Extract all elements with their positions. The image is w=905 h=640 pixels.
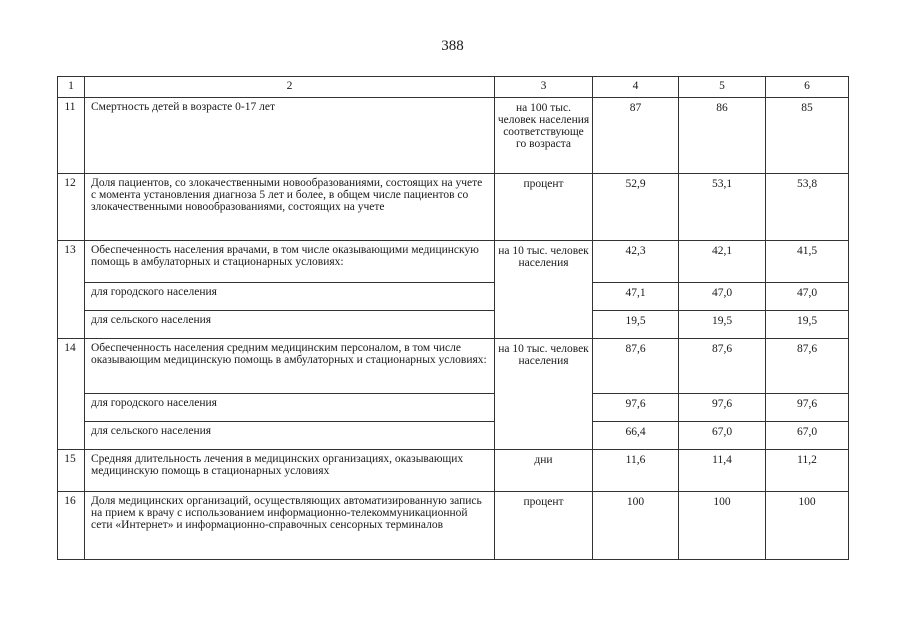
indicator-name: для сельского населения xyxy=(85,311,495,339)
value-col6: 97,6 xyxy=(766,394,849,422)
unit-cell: на 10 тыс. человек населения xyxy=(495,339,593,450)
header-cell: 1 xyxy=(58,77,85,98)
value-col6: 100 xyxy=(766,492,849,560)
table-row xyxy=(58,422,849,450)
value-col4: 100 xyxy=(593,492,679,560)
page-number: 388 xyxy=(441,38,464,54)
value-col6: 87,6 xyxy=(766,339,849,394)
indicator-name: Средняя длительность лечения в медицинских организациях, оказывающих медицинскую помощь в стационарных условиях xyxy=(85,450,495,492)
header-cell: 5 xyxy=(679,77,766,98)
value-col4: 66,4 xyxy=(593,422,679,450)
value-col5: 47,0 xyxy=(679,283,766,311)
header-cell: 2 xyxy=(85,77,495,98)
unit-cell: процент xyxy=(495,174,593,241)
table-row xyxy=(58,283,849,311)
table-row xyxy=(58,339,849,394)
value-col6: 53,8 xyxy=(766,174,849,241)
row-number: 14 xyxy=(58,339,85,450)
table-row xyxy=(58,450,849,492)
indicator-name: для сельского населения xyxy=(85,422,495,450)
indicator-name: Доля пациентов, со злокачественными новообразованиями, состоящих на учете с момента установления диагноза 5 лет и более, в общем числе пациентов со злокачественными новообразованиями, состоящих на учете xyxy=(85,174,495,241)
indicator-name: Смертность детей в возрасте 0-17 лет xyxy=(85,98,495,174)
value-col5: 11,4 xyxy=(679,450,766,492)
indicator-name: Обеспеченность населения врачами, в том числе оказывающими медицинскую помощь в амбулаторных и стационарных условиях: xyxy=(85,241,495,283)
indicator-name: Доля медицинских организаций, осуществляющих автоматизированную запись на прием к врачу с использованием информационно-телекоммуникационной сети «Интернет» и информационно-справочных сенсорных терминалов xyxy=(85,492,495,560)
unit-cell: на 10 тыс. человек населения xyxy=(495,241,593,339)
value-col4: 87 xyxy=(593,98,679,174)
value-col6: 11,2 xyxy=(766,450,849,492)
value-col6: 67,0 xyxy=(766,422,849,450)
table-row xyxy=(58,311,849,339)
value-col5: 19,5 xyxy=(679,311,766,339)
unit-cell: на 100 тыс. человек населения соответствующе го возраста xyxy=(495,98,593,174)
value-col4: 11,6 xyxy=(593,450,679,492)
table-row xyxy=(58,98,849,174)
row-number: 16 xyxy=(58,492,85,560)
indicator-name: для городского населения xyxy=(85,394,495,422)
table-row xyxy=(58,394,849,422)
value-col5: 86 xyxy=(679,98,766,174)
value-col4: 47,1 xyxy=(593,283,679,311)
indicators-table xyxy=(57,76,849,560)
value-col4: 19,5 xyxy=(593,311,679,339)
header-cell: 6 xyxy=(766,77,849,98)
value-col6: 19,5 xyxy=(766,311,849,339)
header-cell: 3 xyxy=(495,77,593,98)
row-number: 12 xyxy=(58,174,85,241)
table-header-row xyxy=(58,77,849,98)
unit-cell: дни xyxy=(495,450,593,492)
value-col5: 67,0 xyxy=(679,422,766,450)
value-col4: 52,9 xyxy=(593,174,679,241)
value-col5: 42,1 xyxy=(679,241,766,283)
indicator-name: для городского населения xyxy=(85,283,495,311)
row-number: 15 xyxy=(58,450,85,492)
table-row xyxy=(58,241,849,283)
value-col4: 97,6 xyxy=(593,394,679,422)
indicator-name: Обеспеченность населения средним медицинским персоналом, в том числе оказывающим медицинскую помощь в амбулаторных и стационарных условиях: xyxy=(85,339,495,394)
header-cell: 4 xyxy=(593,77,679,98)
table-row xyxy=(58,492,849,560)
value-col6: 47,0 xyxy=(766,283,849,311)
value-col5: 87,6 xyxy=(679,339,766,394)
unit-cell: процент xyxy=(495,492,593,560)
value-col5: 53,1 xyxy=(679,174,766,241)
value-col5: 97,6 xyxy=(679,394,766,422)
row-number: 11 xyxy=(58,98,85,174)
value-col5: 100 xyxy=(679,492,766,560)
value-col4: 87,6 xyxy=(593,339,679,394)
table-row xyxy=(58,174,849,241)
value-col4: 42,3 xyxy=(593,241,679,283)
row-number: 13 xyxy=(58,241,85,339)
value-col6: 85 xyxy=(766,98,849,174)
value-col6: 41,5 xyxy=(766,241,849,283)
